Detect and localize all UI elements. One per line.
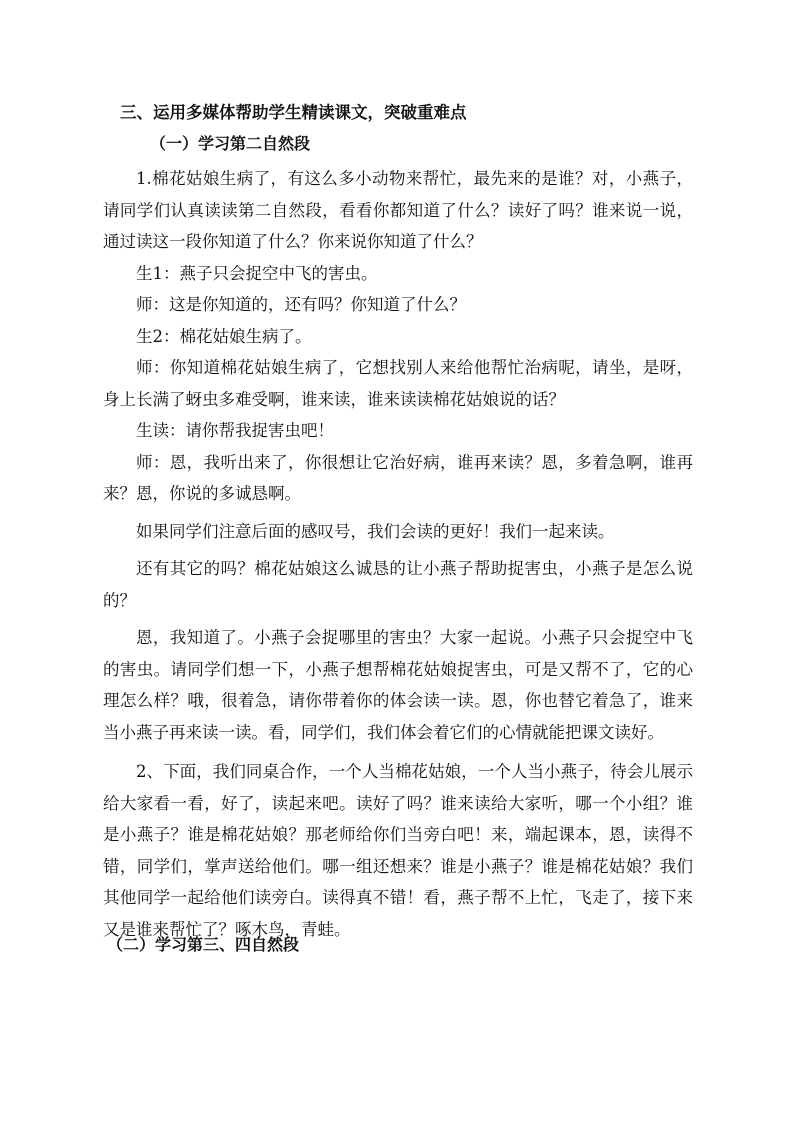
paragraph-7: 师：恩，我听出来了，你很想让它治好病，谁再来读？恩，多着急啊，谁再来？恩，你说的多诚恳啊。 bbox=[103, 452, 693, 503]
subsection-title-2: （二）学习第三、四自然段 bbox=[107, 935, 300, 954]
subsection-title-1: （一）学习第二自然段 bbox=[150, 134, 311, 153]
body-text bbox=[103, 163, 693, 945]
section-title: 三、运用多媒体帮助学生精读课文，突破重难点 bbox=[120, 103, 467, 122]
paragraph-1: 1.棉花姑娘生病了，有这么多小动物来帮忙，最先来的是谁？对，小燕子，请同学们认真读读第二自然段，看看你都知道了什么？读好了吗？谁来说一说，通过读这一段你知道了什么？你来说你知道了什么？ bbox=[103, 169, 693, 251]
paragraph-11: 2、下面，我们同桌合作，一个人当棉花姑娘，一个人当小燕子，待会儿展示给大家看一看，好了，读起来吧。读好了吗？谁来读给大家听，哪一个小组？谁是小燕子？谁是棉花姑娘？那老师给你们当旁白吧！来，端起课本，恩，读得不错，同学们，掌声送给他们。哪一组还想来？谁是小燕子？谁是棉花姑娘？我们其他同学一起给他们读旁白。读得真不错！看，燕子帮不上忙，飞走了，接下来又是谁来帮忙了？啄木鸟，青蛙。 bbox=[103, 762, 693, 939]
paragraph-9: 还有其它的吗？棉花姑娘这么诚恳的让小燕子帮助捉害虫，小燕子是怎么说的？ bbox=[103, 559, 693, 610]
paragraph-2: 生1：燕子只会捉空中飞的害虫。 bbox=[136, 263, 378, 283]
paragraph-8: 如果同学们注意后面的感叹号，我们会读的更好！我们一起来读。 bbox=[136, 521, 615, 541]
paragraph-6: 生读：请你帮我捉害虫吧！ bbox=[136, 421, 334, 440]
paragraph-4: 生2：棉花姑娘生病了。 bbox=[136, 326, 312, 346]
paragraph-3: 师：这是你知道的，还有吗？你知道了什么？ bbox=[136, 295, 466, 314]
paragraph-5: 师：你知道棉花姑娘生病了，它想找别人来给他帮忙治病呢，请坐，是呀，身上长满了蚜虫多难受啊，谁来读，谁来读读棉花姑娘说的话？ bbox=[103, 358, 693, 409]
paragraph-10: 恩，我知道了。小燕子会捉哪里的害虫？大家一起说。小燕子只会捉空中飞的害虫。请同学们想一下，小燕子想帮棉花姑娘捉害虫，可是又帮不了，它的心理怎么样？哦，很着急，请你带着你的体会读一读。恩，你也替它着急了，谁来当小燕子再来读一读。看，同学们，我们体会着它们的心情就能把课文读好。 bbox=[103, 628, 693, 742]
